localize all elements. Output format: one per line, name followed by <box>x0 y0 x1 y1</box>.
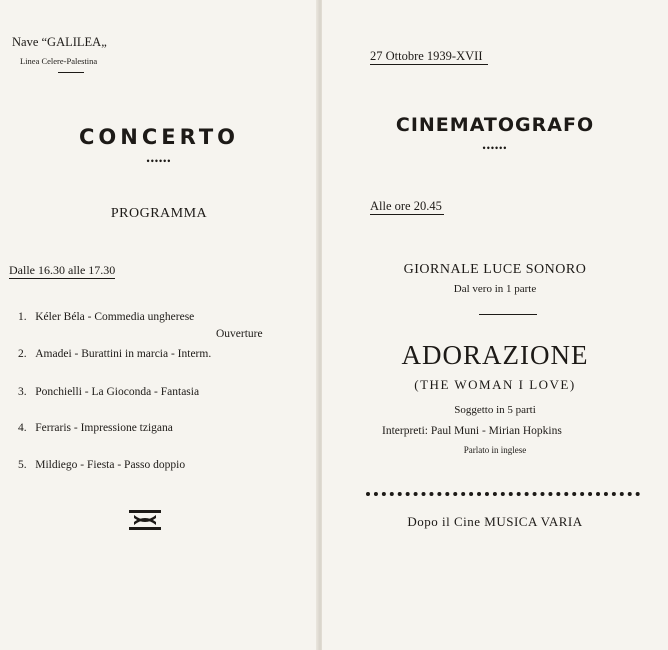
section-rule <box>479 314 537 315</box>
ship-name: Nave “GALILEA„ <box>12 35 107 49</box>
cinema-time: Alle ore 20.45 <box>370 199 442 213</box>
cinema-title: CINEMATOGRAFO <box>395 114 595 136</box>
left-page <box>0 0 318 650</box>
list-item <box>18 386 199 398</box>
list-item-extra: Ouverture <box>216 328 263 340</box>
film-subtitle: (THE WOMAN I LOVE) <box>414 377 576 392</box>
event-date: 27 Ottobre 1939-XVII <box>370 49 488 64</box>
title-ornament: •••••• <box>482 143 508 153</box>
list-item <box>18 311 194 323</box>
item-number: 1. <box>18 311 27 323</box>
newsreel-subtitle: Dal vero in 1 parte <box>453 283 537 295</box>
item-text: Ponchielli - La Gioconda - Fantasia <box>35 386 200 398</box>
ornament-icon <box>129 510 161 530</box>
item-text: Amadei - Burattini in marcia - Interm. <box>35 348 212 360</box>
item-number: 2. <box>18 348 27 360</box>
film-title: ADORAZIONE <box>401 340 589 370</box>
dotted-divider <box>366 492 640 496</box>
list-item <box>18 422 173 434</box>
film-parts: Soggetto in 5 parti <box>454 404 536 416</box>
list-item <box>18 348 211 360</box>
newsreel-title: GIORNALE LUCE SONORO <box>403 262 587 277</box>
film-language: Parlato in inglese <box>463 445 527 455</box>
concert-time: Dalle 16.30 alle 17.30 <box>9 263 116 277</box>
list-item <box>18 459 185 471</box>
item-text: Kéler Béla - Commedia ungherese <box>35 311 195 323</box>
concert-title: CONCERTO <box>79 125 239 149</box>
item-number: 5. <box>18 459 27 471</box>
after-cinema: Dopo il Cine MUSICA VARIA <box>407 514 583 529</box>
item-number: 4. <box>18 422 27 434</box>
right-page <box>322 0 668 650</box>
item-number: 3. <box>18 386 27 398</box>
program-heading: PROGRAMMA <box>110 206 208 221</box>
item-text: Ferraris - Impressione tzigana <box>35 422 173 434</box>
header-rule <box>58 72 84 73</box>
title-ornament: •••••• <box>146 156 172 166</box>
item-text: Mildiego - Fiesta - Passo doppio <box>35 459 186 471</box>
shipping-line: Linea Celere-Palestina <box>20 56 98 66</box>
film-cast: Interpreti: Paul Muni - Mirian Hopkins <box>382 425 562 437</box>
